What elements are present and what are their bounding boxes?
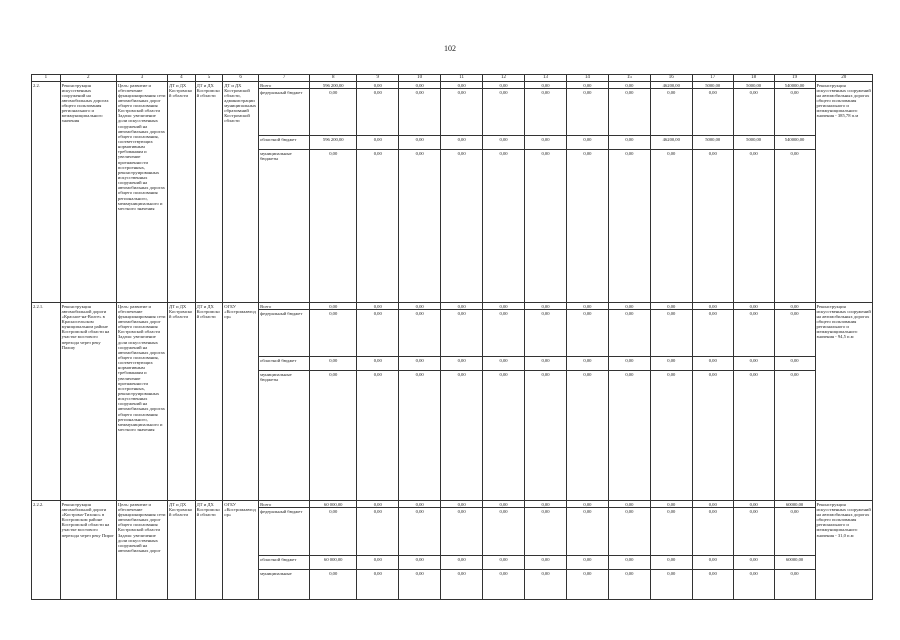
funding-value: 0,00 bbox=[650, 310, 692, 357]
funding-value: 0,00 bbox=[525, 303, 567, 310]
funding-value: 0,00 bbox=[774, 89, 815, 136]
col-header: 12 bbox=[483, 75, 525, 82]
funding-value: 5000,00 bbox=[692, 82, 733, 89]
co-executor: ДТ и ДХ Костромской области bbox=[195, 501, 223, 600]
funding-value: 0,00 bbox=[525, 82, 567, 89]
funding-value: 0,00 bbox=[608, 303, 650, 310]
item-name: Реконструкция автомобильной дороги «Кострома-Тихоно» в Костромском районе Костромской области на участке мостового перехода через реку Пирог bbox=[60, 501, 116, 600]
funding-value: 596 200,00 bbox=[310, 82, 357, 89]
funding-value: 0,00 bbox=[525, 310, 567, 357]
funding-value: 46200,00 bbox=[650, 136, 692, 150]
funding-value: 0,00 bbox=[483, 501, 525, 508]
funding-value: 0,00 bbox=[566, 508, 608, 556]
funding-source-label: Всего bbox=[259, 501, 310, 508]
item-goal: Цель: развитие и обеспечение функционирования сети автомобильных дорог общего пользования Костромской области Задача: увеличение доли искусственных сооружений на автомобильных дорогах общего пользования, соответствующих нормативным требованиям и увеличение протяженности построенных, реконструированных искусственных сооружений на автомобильных дорогах общего пользования регионального, межмуниципального и местного значения bbox=[116, 82, 167, 303]
funding-value: 0,00 bbox=[650, 89, 692, 136]
funding-value: 0,00 bbox=[483, 310, 525, 357]
col-header: 14 bbox=[566, 75, 608, 82]
funding-value: 0,00 bbox=[441, 501, 483, 508]
funding-value: 0,00 bbox=[566, 82, 608, 89]
funding-value: 0,00 bbox=[774, 150, 815, 303]
funding-value: 0,00 bbox=[692, 357, 733, 371]
funding-value: 0,00 bbox=[310, 303, 357, 310]
funding-value: 0,00 bbox=[608, 556, 650, 570]
funding-value: 0,00 bbox=[692, 556, 733, 570]
funding-value: 0,00 bbox=[441, 150, 483, 303]
funding-source-label: федеральный бюджет bbox=[259, 310, 310, 357]
funding-value: 0,00 bbox=[483, 357, 525, 371]
col-header: 6 bbox=[223, 75, 259, 82]
funding-value: 0,00 bbox=[733, 89, 774, 136]
funding-value: 0,00 bbox=[310, 508, 357, 556]
funding-value: 0,00 bbox=[608, 508, 650, 556]
funding-value: 0,00 bbox=[357, 556, 399, 570]
funding-value: 0,00 bbox=[483, 556, 525, 570]
funding-value: 5000,00 bbox=[733, 82, 774, 89]
funding-value: 0,00 bbox=[441, 357, 483, 371]
table-row bbox=[32, 82, 873, 89]
funding-value: 0,00 bbox=[357, 150, 399, 303]
item-number: 2.2.2. bbox=[32, 501, 61, 600]
funding-value: 0,00 bbox=[650, 508, 692, 556]
funding-value: 0,00 bbox=[650, 357, 692, 371]
funding-value: 0,00 bbox=[310, 570, 357, 600]
col-header: 19 bbox=[774, 75, 815, 82]
col-header: 8 bbox=[310, 75, 357, 82]
funding-value: 0,00 bbox=[399, 89, 441, 136]
funding-value: 0,00 bbox=[650, 303, 692, 310]
col-header: 2 bbox=[60, 75, 116, 82]
funding-value: 0,00 bbox=[399, 556, 441, 570]
funding-value: 0,00 bbox=[441, 303, 483, 310]
funding-value: 0,00 bbox=[310, 357, 357, 371]
funding-value: 0,00 bbox=[310, 150, 357, 303]
funding-value: 0,00 bbox=[608, 371, 650, 501]
funding-value: 0,00 bbox=[608, 150, 650, 303]
funding-value: 0,00 bbox=[774, 508, 815, 556]
funding-value: 0,00 bbox=[357, 136, 399, 150]
item-name: Реконструкция искусственных сооружений на автомобильных дорогах общего пользования регионального и межмуниципального значения bbox=[60, 82, 116, 303]
budget-table bbox=[31, 74, 873, 600]
funding-value: 0,00 bbox=[692, 303, 733, 310]
funding-source-label: областной бюджет bbox=[259, 357, 310, 371]
funding-source-label: областной бюджет bbox=[259, 556, 310, 570]
col-header: 20 bbox=[815, 75, 872, 82]
funding-value: 0,00 bbox=[357, 310, 399, 357]
funding-source-label: Всего bbox=[259, 82, 310, 89]
funding-value: 0,00 bbox=[774, 310, 815, 357]
col-header: 13 bbox=[525, 75, 567, 82]
funding-value: 540000,00 bbox=[774, 82, 815, 89]
col-header: 16 bbox=[650, 75, 692, 82]
funding-value: 0,00 bbox=[441, 508, 483, 556]
funding-value: 0,00 bbox=[441, 136, 483, 150]
funding-value: 0,00 bbox=[733, 150, 774, 303]
funding-value: 46200,00 bbox=[650, 82, 692, 89]
funding-source-label: муниципальные бюджеты bbox=[259, 150, 310, 303]
responsible-executor: ДТ и ДХ Костромской области bbox=[168, 501, 196, 600]
funding-value: 0,00 bbox=[692, 310, 733, 357]
table-row bbox=[32, 501, 873, 508]
funding-value: 0,00 bbox=[650, 150, 692, 303]
funding-value: 0,00 bbox=[608, 136, 650, 150]
funding-value: 0,00 bbox=[566, 150, 608, 303]
funding-value: 0,00 bbox=[733, 508, 774, 556]
funding-value: 0,00 bbox=[608, 570, 650, 600]
funding-value: 0,00 bbox=[310, 89, 357, 136]
funding-value: 0,00 bbox=[692, 508, 733, 556]
funding-value: 0,00 bbox=[733, 303, 774, 310]
funding-source-label: Всего bbox=[259, 303, 310, 310]
funding-value: 0,00 bbox=[692, 371, 733, 501]
funding-value: 0,00 bbox=[399, 82, 441, 89]
funding-value: 0,00 bbox=[441, 89, 483, 136]
funding-value: 0,00 bbox=[441, 570, 483, 600]
funding-value: 0,00 bbox=[650, 570, 692, 600]
funding-value: 0,00 bbox=[399, 310, 441, 357]
col-header: 5 bbox=[195, 75, 223, 82]
col-header: 4 bbox=[168, 75, 196, 82]
col-header: 18 bbox=[733, 75, 774, 82]
funding-value: 596 200,00 bbox=[310, 136, 357, 150]
col-header: 7 bbox=[259, 75, 310, 82]
funding-source-label: областной бюджет bbox=[259, 136, 310, 150]
col-header: 1 bbox=[32, 75, 61, 82]
item-number: 2.2. bbox=[32, 82, 61, 303]
funding-value: 0,00 bbox=[608, 89, 650, 136]
funding-value: 0,00 bbox=[310, 371, 357, 501]
funding-value: 0,00 bbox=[566, 371, 608, 501]
funding-value: 0,00 bbox=[608, 501, 650, 508]
item-goal: Цель: развитие и обеспечение функционирования сети автомобильных дорог общего пользования Костромской области Задача: увеличение доли искусственных сооружений на автомобильных дорог bbox=[116, 501, 167, 600]
funding-value: 0,00 bbox=[483, 89, 525, 136]
funding-value: 0,00 bbox=[357, 89, 399, 136]
funding-value: 0,00 bbox=[692, 501, 733, 508]
page-number: 102 bbox=[444, 44, 456, 53]
funding-value: 0,00 bbox=[441, 371, 483, 501]
funding-value: 0,00 bbox=[399, 150, 441, 303]
funding-value: 0,00 bbox=[525, 89, 567, 136]
col-header: 17 bbox=[692, 75, 733, 82]
funding-value: 0,00 bbox=[566, 501, 608, 508]
funding-value: 5000,00 bbox=[733, 136, 774, 150]
co-executor: ДТ и ДХ Костромской области bbox=[195, 82, 223, 303]
funding-value: 0,00 bbox=[650, 556, 692, 570]
funding-value: 0,00 bbox=[566, 556, 608, 570]
funding-value: 0,00 bbox=[525, 570, 567, 600]
funding-value: 0,00 bbox=[357, 303, 399, 310]
table-row bbox=[32, 303, 873, 310]
funding-value: 0,00 bbox=[483, 82, 525, 89]
funding-value: 0,00 bbox=[357, 371, 399, 501]
funding-source-label: муниципальные бюджеты bbox=[259, 371, 310, 501]
funding-value: 0,00 bbox=[441, 82, 483, 89]
funding-value: 0,00 bbox=[774, 371, 815, 501]
funding-source-label: федеральный бюджет bbox=[259, 89, 310, 136]
funding-value: 0,00 bbox=[357, 501, 399, 508]
funding-value: 0,00 bbox=[399, 501, 441, 508]
funding-value: 0,00 bbox=[650, 371, 692, 501]
funding-value: 0,00 bbox=[566, 136, 608, 150]
funding-value: 0,00 bbox=[525, 150, 567, 303]
participant: ОГБУ «Костромаавтодор» bbox=[223, 303, 259, 501]
funding-value: 0,00 bbox=[357, 570, 399, 600]
funding-value: 0,00 bbox=[566, 357, 608, 371]
co-executor: ДТ и ДХ Костромской области bbox=[195, 303, 223, 501]
funding-value: 0,00 bbox=[774, 570, 815, 600]
funding-source-label: федеральный бюджет bbox=[259, 508, 310, 556]
funding-value: 0,00 bbox=[566, 310, 608, 357]
funding-value: 0,00 bbox=[399, 303, 441, 310]
funding-value: 0,00 bbox=[441, 310, 483, 357]
funding-value: 0,00 bbox=[357, 508, 399, 556]
funding-value: 0,00 bbox=[483, 150, 525, 303]
funding-source-label: муниципальные bbox=[259, 570, 310, 600]
col-header: 10 bbox=[399, 75, 441, 82]
responsible-executor: ДТ и ДХ Костромской области bbox=[168, 303, 196, 501]
funding-value: 0,00 bbox=[483, 136, 525, 150]
funding-value: 0,00 bbox=[483, 371, 525, 501]
funding-value: 0,00 bbox=[483, 303, 525, 310]
funding-value: 0,00 bbox=[310, 310, 357, 357]
target-indicator: Реконструкция искусственных сооружений на автомобильных дорогах общего пользования регионального и межмуниципального значения - 94,5 п.м bbox=[815, 303, 872, 501]
funding-value: 0,00 bbox=[399, 570, 441, 600]
funding-value: 0,00 bbox=[692, 150, 733, 303]
funding-value: 0,00 bbox=[733, 371, 774, 501]
funding-value: 60 000,00 bbox=[310, 501, 357, 508]
funding-value: 0,00 bbox=[399, 508, 441, 556]
funding-value: 0,00 bbox=[525, 371, 567, 501]
target-indicator: Реконструкция искусственных сооружений на автомобильных дорогах общего пользования регионального и межмуниципального значения - 385,78 п.м bbox=[815, 82, 872, 303]
participant: ОГБУ «Костромаавтодор» bbox=[223, 501, 259, 600]
item-goal: Цель: развитие и обеспечение функционирования сети автомобильных дорог общего пользования Костромской области Задача: увеличение доли искусственных сооружений на автомобильных дорогах общего пользования, соответствующих нормативным требованиям и увеличение протяженности построенных, реконструированных искусственных сооружений на автомобильных дорогах общего пользования регионального, межмуниципального и местного значения bbox=[116, 303, 167, 501]
funding-value: 0,00 bbox=[608, 310, 650, 357]
funding-value: 0,00 bbox=[357, 357, 399, 371]
item-number: 2.2.1. bbox=[32, 303, 61, 501]
responsible-executor: ДТ и ДХ Костромской области bbox=[168, 82, 196, 303]
funding-value: 0,00 bbox=[566, 303, 608, 310]
funding-value: 0,00 bbox=[525, 508, 567, 556]
funding-value: 0,00 bbox=[733, 570, 774, 600]
funding-value: 0,00 bbox=[692, 89, 733, 136]
funding-value: 5000,00 bbox=[692, 136, 733, 150]
col-header: 9 bbox=[357, 75, 399, 82]
funding-value: 0,00 bbox=[566, 89, 608, 136]
item-name: Реконструкция автомобильной дороги «Красное-на-Волге» в Красносельском муниципальном районе Костромской области на участке мостового перехода через реку Палшу bbox=[60, 303, 116, 501]
participant: ДТ и ДХ Костромской области, администрации муниципальных образований Костромской области bbox=[223, 82, 259, 303]
col-header: 15 bbox=[608, 75, 650, 82]
col-header: 11 bbox=[441, 75, 483, 82]
funding-value: 0,00 bbox=[650, 501, 692, 508]
funding-value: 60 000,00 bbox=[310, 556, 357, 570]
funding-value: 0,00 bbox=[441, 556, 483, 570]
funding-value: 0,00 bbox=[525, 357, 567, 371]
funding-value: 0,00 bbox=[399, 136, 441, 150]
funding-value: 0,00 bbox=[399, 357, 441, 371]
funding-value: 0,00 bbox=[733, 310, 774, 357]
funding-value: 0,00 bbox=[357, 82, 399, 89]
funding-value: 0,00 bbox=[525, 136, 567, 150]
funding-value: 0,00 bbox=[774, 357, 815, 371]
funding-value: 0,00 bbox=[483, 508, 525, 556]
funding-value: 0,00 bbox=[566, 570, 608, 600]
funding-value: 0,00 bbox=[774, 303, 815, 310]
funding-value: 540000,00 bbox=[774, 136, 815, 150]
funding-value: 60000,00 bbox=[774, 556, 815, 570]
funding-value: 0,00 bbox=[608, 357, 650, 371]
column-number-row bbox=[32, 75, 873, 82]
col-header: 3 bbox=[116, 75, 167, 82]
funding-value: 0,00 bbox=[525, 556, 567, 570]
funding-value: 0,00 bbox=[608, 82, 650, 89]
funding-value: 0,00 bbox=[692, 570, 733, 600]
funding-value: 60000,00 bbox=[774, 501, 815, 508]
target-indicator: Реконструкция искусственных сооружений на автомобильных дорогах общего пользования регионального и межмуниципального значения - 31,0 п.м bbox=[815, 501, 872, 600]
funding-value: 0,00 bbox=[733, 357, 774, 371]
funding-value: 0,00 bbox=[733, 556, 774, 570]
funding-value: 0,00 bbox=[483, 570, 525, 600]
funding-value: 0,00 bbox=[399, 371, 441, 501]
funding-value: 0,00 bbox=[525, 501, 567, 508]
funding-value: 0,00 bbox=[733, 501, 774, 508]
